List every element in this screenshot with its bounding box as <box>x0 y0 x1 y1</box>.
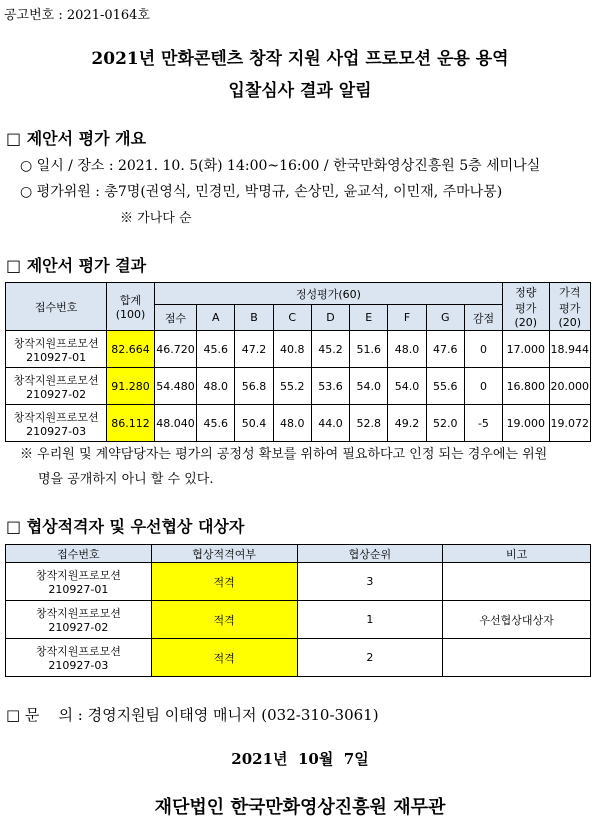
deduction-cell: 0 <box>464 331 502 368</box>
inquiry-contact: □ 문 의 : 경영지원팀 이태영 매니저 (032-310-3061) <box>6 706 379 724</box>
organization-name: 재단법인 한국만화영상진흥원 재무관 <box>154 797 446 818</box>
score-cell: 46.720 <box>154 331 196 368</box>
header-score: 점수 <box>154 305 196 331</box>
eval-cell: 48.0 <box>197 368 235 405</box>
section-evaluation-result-heading: □ 제안서 평가 결과 <box>6 256 147 275</box>
eval-cell: 52.0 <box>426 405 464 442</box>
eligibility-cell: 적격 <box>151 563 297 601</box>
eval-cell: 55.6 <box>426 368 464 405</box>
header-receipt-no: 접수번호 <box>6 545 152 563</box>
rank-cell: 2 <box>297 639 443 677</box>
table-row <box>6 563 591 601</box>
total-cell: 91.280 <box>107 368 155 405</box>
remark-cell: 우선협상대상자 <box>443 601 591 639</box>
eligibility-cell: 적격 <box>151 639 297 677</box>
rank-cell: 3 <box>297 563 443 601</box>
eval-cell: 44.0 <box>311 405 349 442</box>
section-negotiation-heading: □ 협상적격자 및 우선협상 대상자 <box>6 517 245 536</box>
eval-cell: 47.6 <box>426 331 464 368</box>
receipt-no-cell: 창작지원프로모션 210927-02 <box>6 601 152 639</box>
price-cell: 18.944 <box>549 331 590 368</box>
price-cell: 20.000 <box>549 368 590 405</box>
eval-cell: 52.8 <box>350 405 388 442</box>
datetime-place: ○ 일시 / 장소 : 2021. 10. 5(화) 14:00~16:00 / 한국만화영상진흥원 5층 세미나실 <box>20 158 541 174</box>
remark-cell <box>443 639 591 677</box>
header-eval-d: D <box>311 305 349 331</box>
evaluators: ○ 평가위원 : 총7명(권영식, 민경민, 박명규, 손상민, 윤교석, 이민재, 주마나몽) <box>20 184 503 200</box>
receipt-no-cell: 창작지원프로모션 210927-01 <box>6 563 152 601</box>
quantitative-cell: 17.000 <box>503 331 550 368</box>
eval-cell: 49.2 <box>388 405 426 442</box>
rank-cell: 1 <box>297 601 443 639</box>
negotiation-table <box>5 544 591 677</box>
eval-cell: 53.6 <box>311 368 349 405</box>
eval-cell: 48.0 <box>273 405 311 442</box>
header-eval-e: E <box>350 305 388 331</box>
eval-cell: 55.2 <box>273 368 311 405</box>
table-row <box>6 368 591 405</box>
header-qualitative: 정성평가(60) <box>154 283 502 305</box>
price-cell: 19.072 <box>549 405 590 442</box>
title-line-2: 입찰심사 결과 알림 <box>228 81 372 101</box>
eval-cell: 45.6 <box>197 405 235 442</box>
deduction-cell: 0 <box>464 368 502 405</box>
header-total: 합계 (100) <box>107 283 155 331</box>
header-eval-c: C <box>273 305 311 331</box>
quantitative-cell: 16.800 <box>503 368 550 405</box>
disclosure-note-line-2: 명을 공개하지 아니 할 수 있다. <box>38 472 214 487</box>
eval-cell: 54.0 <box>350 368 388 405</box>
header-receipt-no: 접수번호 <box>6 283 107 331</box>
total-cell: 86.112 <box>107 405 155 442</box>
score-cell: 48.040 <box>154 405 196 442</box>
receipt-no-cell: 창작지원프로모션 210927-03 <box>6 405 107 442</box>
header-remark: 비고 <box>443 545 591 563</box>
eval-cell: 54.0 <box>388 368 426 405</box>
header-eligibility: 협상적격여부 <box>151 545 297 563</box>
total-cell: 82.664 <box>107 331 155 368</box>
eval-cell: 51.6 <box>350 331 388 368</box>
receipt-no-cell: 창작지원프로모션 210927-02 <box>6 368 107 405</box>
notice-number: 공고번호 : 2021-0164호 <box>4 8 150 23</box>
order-note: ※ 가나다 순 <box>120 211 192 226</box>
section-evaluation-overview-heading: □ 제안서 평가 개요 <box>6 129 147 148</box>
eligibility-cell: 적격 <box>151 601 297 639</box>
table-row <box>6 601 591 639</box>
eval-cell: 56.8 <box>235 368 273 405</box>
receipt-no-cell: 창작지원프로모션 210927-01 <box>6 331 107 368</box>
header-price: 가격 평가 (20) <box>549 283 590 331</box>
eval-cell: 40.8 <box>273 331 311 368</box>
quantitative-cell: 19.000 <box>503 405 550 442</box>
score-cell: 54.480 <box>154 368 196 405</box>
table-row <box>6 405 591 442</box>
header-eval-a: A <box>197 305 235 331</box>
header-eval-f: F <box>388 305 426 331</box>
eval-cell: 48.0 <box>388 331 426 368</box>
header-rank: 협상순위 <box>297 545 443 563</box>
evaluation-result-table <box>5 282 591 442</box>
remark-cell <box>443 563 591 601</box>
table-row <box>6 639 591 677</box>
eval-cell: 45.2 <box>311 331 349 368</box>
deduction-cell: -5 <box>464 405 502 442</box>
eval-cell: 45.6 <box>197 331 235 368</box>
header-deduction: 감점 <box>464 305 502 331</box>
title-line-1: 2021년 만화콘텐츠 창작 지원 사업 프로모션 운용 용역 <box>91 49 509 69</box>
receipt-no-cell: 창작지원프로모션 210927-03 <box>6 639 152 677</box>
table-row <box>6 331 591 368</box>
disclosure-note-line-1: ※ 우리원 및 계약담당자는 평가의 공정성 확보를 위하여 필요하다고 인정 되는 경우에는 위원 <box>20 447 548 462</box>
announcement-date: 2021년 10월 7일 <box>231 750 369 768</box>
eval-cell: 47.2 <box>235 331 273 368</box>
header-eval-b: B <box>235 305 273 331</box>
header-eval-g: G <box>426 305 464 331</box>
eval-cell: 50.4 <box>235 405 273 442</box>
header-quantitative: 정량 평가 (20) <box>503 283 550 331</box>
